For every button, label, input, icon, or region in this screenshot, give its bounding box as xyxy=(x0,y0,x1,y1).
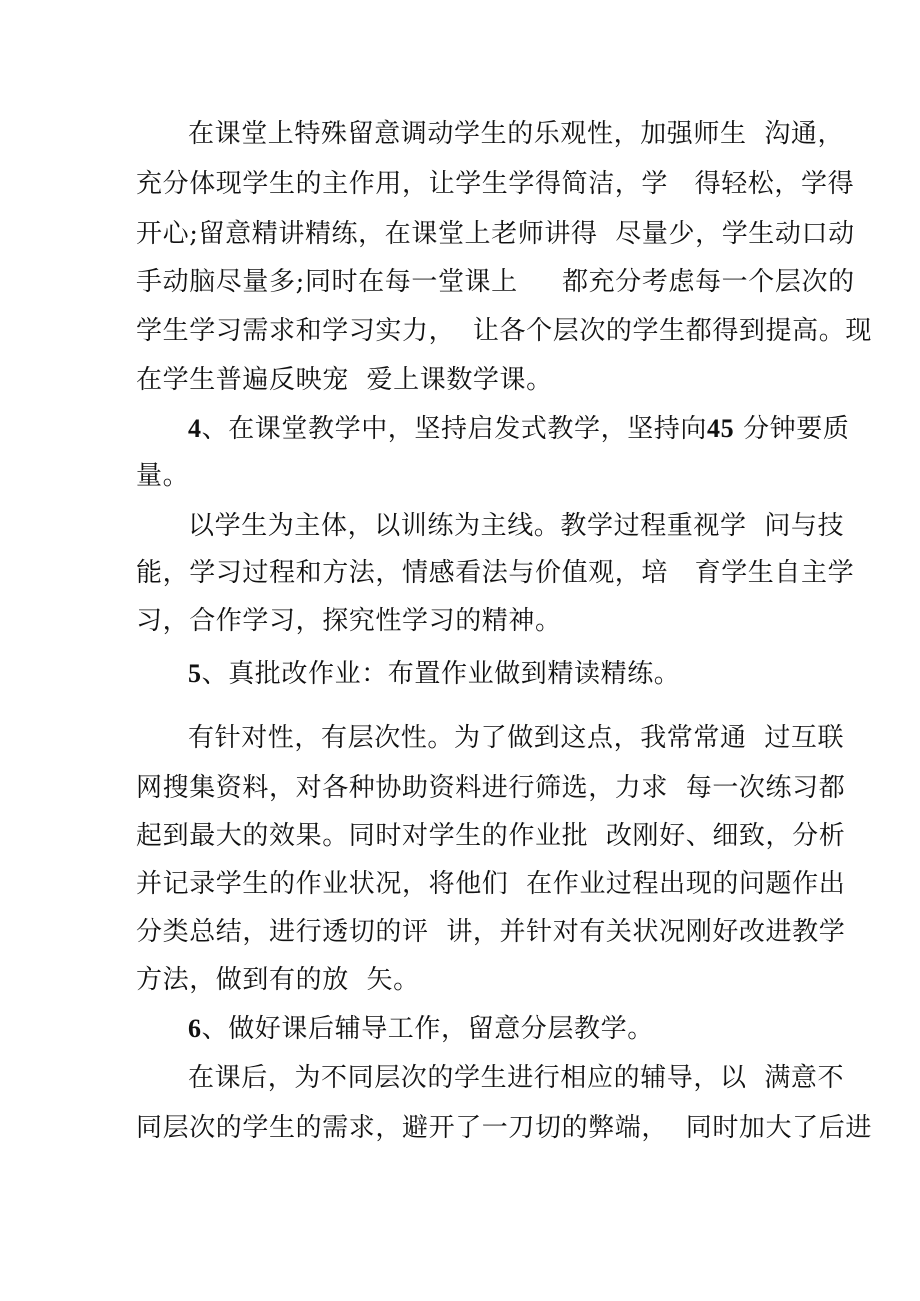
heading-4-inline-number: 45 xyxy=(707,414,735,443)
paragraph-1-line-3: 开心;留意精讲精练，在课堂上老师讲得 尽量少，学生动口动 xyxy=(136,219,855,249)
paragraph-7-line-1: 在课后，为不同层次的学生进行相应的辅导，以 满意不 xyxy=(188,1063,845,1093)
heading-4-text-tail: 分钟要质 xyxy=(734,414,850,444)
heading-5-number: 5 xyxy=(188,659,202,688)
heading-5 xyxy=(188,656,680,692)
paragraph-5-line-5: 分类总结，进行透切的评 讲，并针对有关状况刚好改进教学 xyxy=(136,917,846,947)
heading-4-number: 4 xyxy=(188,414,202,443)
heading-4-line-2: 量。 xyxy=(136,461,190,491)
heading-6 xyxy=(188,1011,654,1047)
paragraph-3-line-1: 以学生为主体，以训练为主线。教学过程重视学 问与技 xyxy=(188,511,845,541)
paragraph-1-line-2: 充分体现学生的主作用，让学生学得简洁，学 得轻松，学得 xyxy=(136,169,855,199)
paragraph-5-line-2: 网搜集资料，对各种协助资料进行筛选，力求 每一次练习都 xyxy=(136,773,846,803)
paragraph-1-line-1: 在课堂上特殊留意调动学生的乐观性，加强师生 沟通， xyxy=(188,119,845,149)
heading-6-text: 、做好课后辅导工作，留意分层教学。 xyxy=(201,1014,654,1044)
paragraph-3-line-2: 能，学习过程和方法，情感看法与价值观，培 育学生自主学 xyxy=(136,558,855,588)
paragraph-5-line-1: 有针对性，有层次性。为了做到这点，我常常通 过互联 xyxy=(188,723,845,753)
heading-5-text: 、真批改作业：布置作业做到精读精练。 xyxy=(201,659,681,689)
paragraph-1-line-4: 手动脑尽量多;同时在每一堂课上 都充分考虑每一个层次的 xyxy=(136,267,855,297)
heading-4 xyxy=(188,411,849,447)
paragraph-5-line-4: 并记录学生的作业状况，将他们 在作业过程出现的问题作出 xyxy=(136,869,846,899)
heading-4-text: 、在课堂教学中，坚持启发式教学，坚持向 xyxy=(201,414,708,444)
heading-6-number: 6 xyxy=(188,1014,202,1043)
paragraph-7-line-2: 同层次的学生的需求，避开了一刀切的弊端， 同时加大了后进 xyxy=(136,1113,872,1143)
paragraph-3-line-3: 习，合作学习，探究性学习的精神。 xyxy=(136,606,562,636)
paragraph-5-line-3: 起到最大的效果。同时对学生的作业批 改刚好、细致，分析 xyxy=(136,821,846,851)
paragraph-5-line-6: 方法，做到有的放 矢。 xyxy=(136,965,420,995)
paragraph-1-line-6: 在学生普遍反映宠 爱上课数学课。 xyxy=(136,365,553,395)
paragraph-1-line-5: 学生学习需求和学习实力， 让各个层次的学生都得到提高。现 xyxy=(136,316,872,346)
